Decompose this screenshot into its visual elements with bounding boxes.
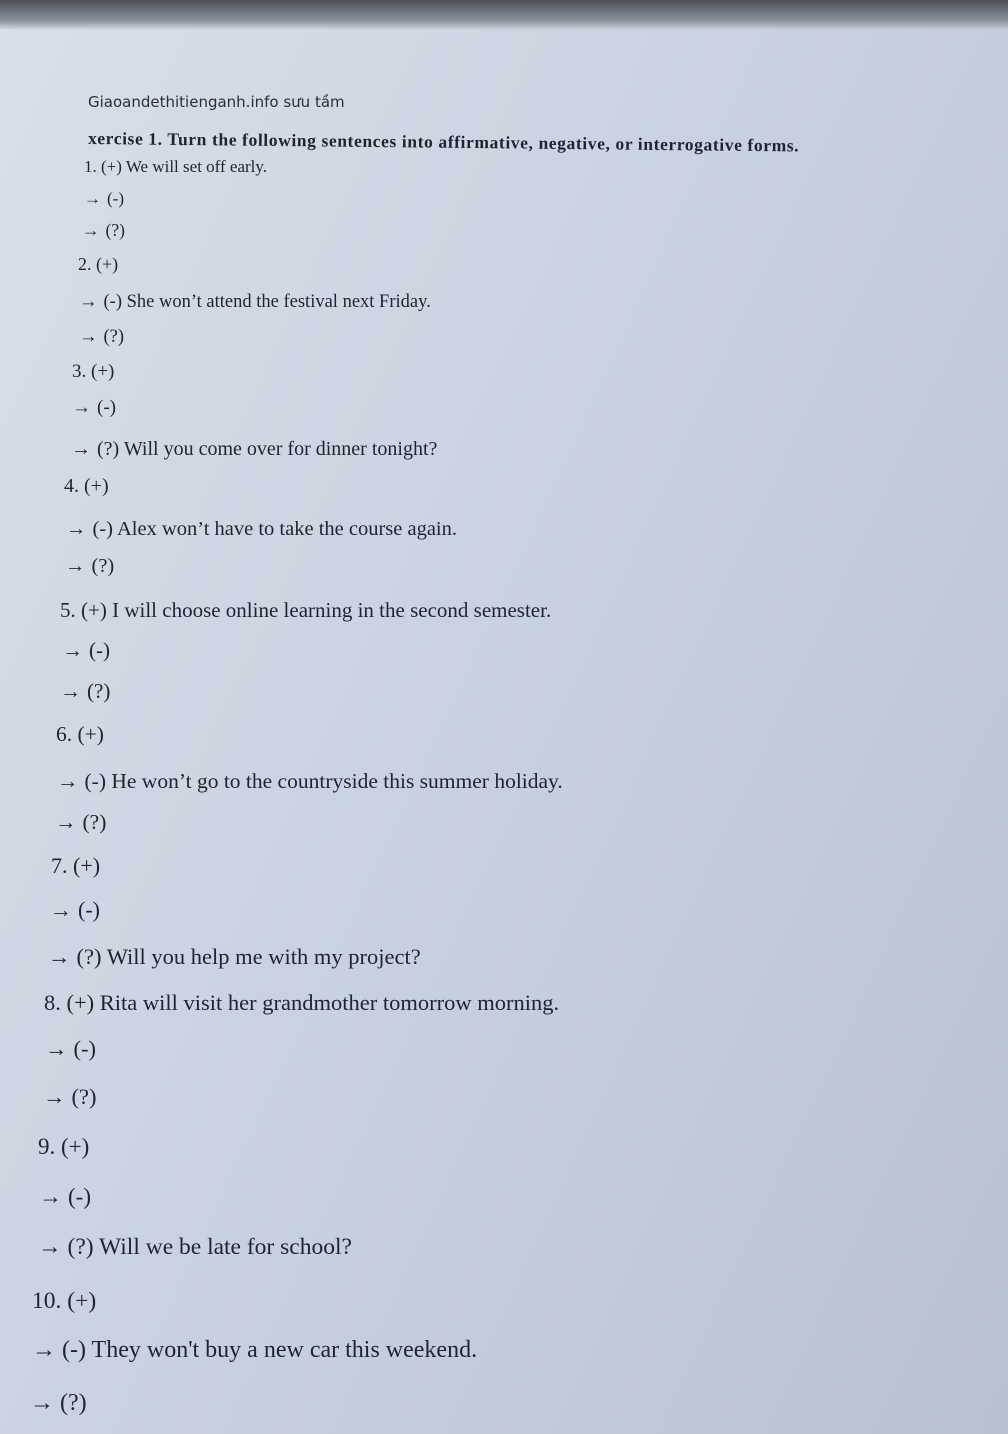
exercise-line: → (-) bbox=[84, 189, 124, 208]
arrow-icon: → bbox=[79, 292, 98, 312]
arrow-icon: → bbox=[43, 1084, 66, 1109]
exercise-line: → (-) bbox=[72, 397, 116, 418]
exercise-line: → (-) She won’t attend the festival next Friday. bbox=[79, 292, 431, 312]
exercise-line: → (-) He won’t go to the countryside this summer holiday. bbox=[57, 769, 563, 793]
arrow-icon: → bbox=[55, 810, 77, 834]
exercise-line: → (?) bbox=[60, 679, 111, 703]
exercise-line: → (?) bbox=[65, 555, 115, 577]
arrow-icon: → bbox=[38, 1234, 62, 1260]
exercise-line: 6. (+) bbox=[56, 722, 104, 746]
source-credit: Giaoandethitienganh.info sưu tầm bbox=[88, 93, 345, 111]
arrow-icon: → bbox=[65, 555, 86, 577]
arrow-icon: → bbox=[57, 769, 79, 793]
exercise-line: → (?) bbox=[30, 1390, 87, 1416]
arrow-icon: → bbox=[71, 438, 91, 460]
arrow-icon: → bbox=[62, 638, 83, 662]
exercise-line: → (?) bbox=[43, 1084, 97, 1109]
arrow-icon: → bbox=[30, 1390, 54, 1416]
exercise-line: → (-) They won't buy a new car this weekend. bbox=[32, 1337, 478, 1363]
exercise-line: → (?) bbox=[55, 810, 107, 834]
exercise-line: 2. (+) bbox=[78, 254, 119, 274]
arrow-icon: → bbox=[82, 220, 100, 240]
exercise-line: 9. (+) bbox=[38, 1134, 90, 1159]
exercise-line: 8. (+) Rita will visit her grandmother tomorrow morning. bbox=[44, 990, 560, 1015]
arrow-icon: → bbox=[48, 944, 71, 969]
exercise-line: 4. (+) bbox=[64, 475, 109, 497]
arrow-icon: → bbox=[39, 1184, 62, 1209]
exercise-line: → (?) Will we be late for school? bbox=[38, 1234, 352, 1260]
exercise-title: xercise 1. Turn the following sentences into affirmative, negative, or interrogative forms. bbox=[87, 128, 800, 156]
arrow-icon: → bbox=[50, 897, 72, 922]
arrow-icon: → bbox=[45, 1036, 68, 1061]
exercise-line: → (-) bbox=[45, 1036, 96, 1061]
arrow-icon: → bbox=[84, 189, 101, 208]
arrow-icon: → bbox=[32, 1337, 56, 1363]
exercise-line: → (?) bbox=[82, 220, 125, 240]
exercise-line: 3. (+) bbox=[72, 361, 115, 382]
exercise-line: → (-) bbox=[50, 897, 100, 922]
arrow-icon: → bbox=[66, 518, 87, 540]
arrow-icon: → bbox=[72, 397, 91, 418]
exercise-line: → (-) bbox=[39, 1184, 91, 1209]
exercise-line: → (-) bbox=[62, 638, 110, 662]
exercise-line: 10. (+) bbox=[32, 1288, 97, 1314]
exercise-line: → (?) Will you help me with my project? bbox=[48, 944, 421, 969]
arrow-icon: → bbox=[79, 327, 98, 347]
exercise-line: 7. (+) bbox=[51, 853, 101, 878]
exercise-line: 5. (+) I will choose online learning in the second semester. bbox=[60, 598, 552, 622]
arrow-icon: → bbox=[60, 679, 81, 703]
exercise-line: → (?) bbox=[79, 327, 125, 347]
exercise-line: → (-) Alex won’t have to take the course again. bbox=[66, 518, 458, 540]
exercise-line: → (?) Will you come over for dinner tonight? bbox=[71, 438, 438, 460]
exercise-line: 1. (+) We will set off early. bbox=[84, 157, 268, 176]
